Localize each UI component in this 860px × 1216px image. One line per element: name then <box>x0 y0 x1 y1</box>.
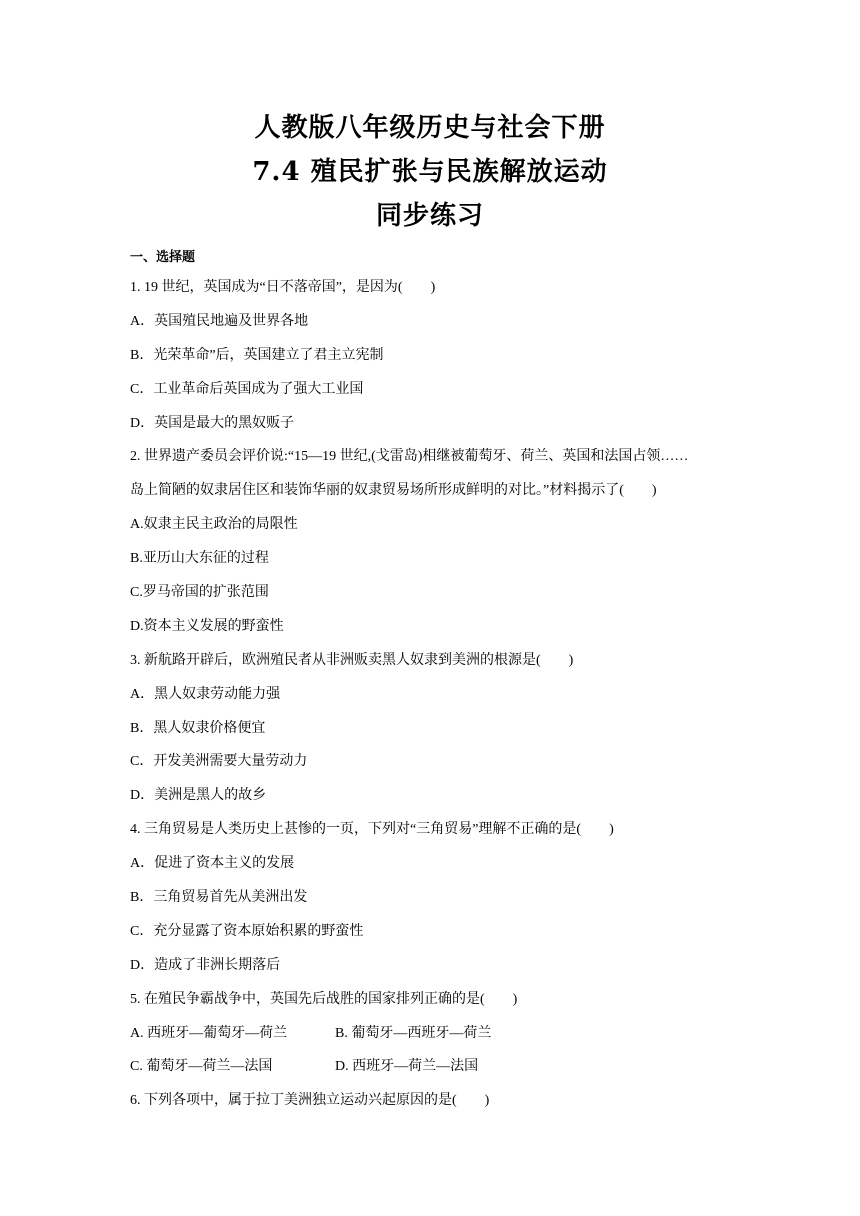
question-2-stem: 2. 世界遗产委员会评价说:“15—19 世纪,(戈雷岛)相继被葡萄牙、荷兰、英国和法国占领…… <box>130 449 689 465</box>
question-3-option-a: A．黑人奴隶劳动能力强 <box>130 686 281 702</box>
question-2-stem-continued: 岛上简陋的奴隶居住区和装饰华丽的奴隶贸易场所形成鲜明的对比。”材料揭示了( ) <box>130 483 657 499</box>
question-1-option-b: B．光荣革命”后，英国建立了君主立宪制 <box>130 347 384 363</box>
question-4-option-c: C．充分显露了资本原始积累的野蛮性 <box>130 923 364 939</box>
question-2-option-d: D.资本主义发展的野蛮性 <box>130 618 284 634</box>
title-line-1: 人教版八年级历史与社会下册 <box>254 113 606 143</box>
question-1-option-a: A．英国殖民地遍及世界各地 <box>130 313 309 329</box>
question-2-option-a: A.奴隶主民主政治的局限性 <box>130 517 298 533</box>
question-5-stem: 5. 在殖民争霸战争中，英国先后战胜的国家排列正确的是( ) <box>130 991 518 1007</box>
question-2-option-c: C.罗马帝国的扩张范围 <box>130 585 269 601</box>
question-5-option-d: D. 西班牙—荷兰—法国 <box>335 1059 479 1075</box>
question-1-option-c: C．工业革命后英国成为了强大工业国 <box>130 381 364 397</box>
question-5-option-b: B. 葡萄牙—西班牙—荷兰 <box>335 1025 492 1041</box>
question-4-option-d: D．造成了非洲长期落后 <box>130 957 281 973</box>
question-4-stem: 4. 三角贸易是人类历史上甚惨的一页，下列对“三角贸易”理解不正确的是( ) <box>130 822 614 838</box>
question-6-stem: 6. 下列各项中，属于拉丁美洲独立运动兴起原因的是( ) <box>130 1093 490 1109</box>
question-5-options-row-2 <box>130 1057 750 1091</box>
question-1-stem: 1. 19 世纪，英国成为“日不落帝国”，是因为( ) <box>130 280 436 295</box>
question-5-options-row-1 <box>130 1024 750 1058</box>
question-1-option-d: D．英国是最大的黑奴贩子 <box>130 415 295 431</box>
question-list <box>130 278 750 1125</box>
question-4-option-a: A．促进了资本主义的发展 <box>130 856 295 872</box>
question-4-option-b: B．三角贸易首先从美洲出发 <box>130 890 308 906</box>
question-5-option-a: A. 西班牙—葡萄牙—荷兰 <box>130 1025 288 1041</box>
section-header: 一、选择题 <box>130 250 196 265</box>
question-5-option-c: C. 葡萄牙—荷兰—法国 <box>130 1059 273 1075</box>
question-3-option-c: C．开发美洲需要大量劳动力 <box>130 754 308 770</box>
question-3-option-d: D．美洲是黑人的故乡 <box>130 788 267 804</box>
question-3-option-b: B．黑人奴隶价格便宜 <box>130 720 266 736</box>
question-3-stem: 3. 新航路开辟后，欧洲殖民者从非洲贩卖黑人奴隶到美洲的根源是( ) <box>130 652 574 668</box>
title-line-3: 同步练习 <box>375 201 484 231</box>
document-title <box>0 106 860 238</box>
title-line-2: 7.4 殖民扩张与民族解放运动 <box>252 157 608 187</box>
question-2-option-b: B.亚历山大东征的过程 <box>130 551 269 567</box>
